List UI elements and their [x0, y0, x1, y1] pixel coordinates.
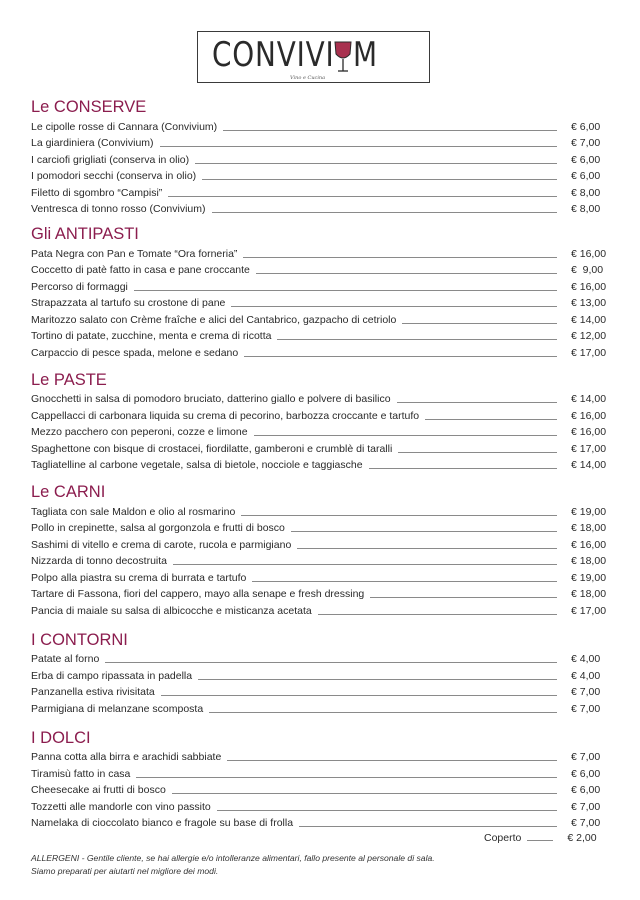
menu-item-price: € 6,00 [571, 153, 601, 166]
menu-item-name: Patate al forno [31, 653, 100, 665]
leader-line [161, 695, 557, 696]
wine-glass-icon [333, 40, 353, 74]
menu-item [31, 200, 607, 217]
menu-item-price: € 17,00 [571, 346, 607, 359]
menu-item [31, 601, 607, 618]
leader-line [105, 662, 557, 663]
menu-item-price: € 17,00 [571, 442, 607, 455]
menu-item-name: Parmigiana di melanzane scomposta [31, 702, 204, 715]
section-dolci [31, 728, 607, 831]
menu-item [31, 134, 607, 151]
menu-item [31, 814, 607, 831]
menu-item-name: Tagliatelline al carbone vegetale, salsa di bietole, nocciole e taggiasche [31, 459, 363, 471]
section-title: Le CARNI [31, 483, 106, 501]
menu-item-name: Le cipolle rosse di Cannara (Convivium) [31, 120, 218, 133]
leader-line [160, 146, 557, 147]
section-paste [31, 370, 607, 473]
coperto-row [484, 832, 608, 844]
menu-item-price: € 6,00 [571, 784, 601, 796]
logo [197, 31, 430, 83]
menu-item-name: Tartare di Fassona, fiori del cappero, mayo alla senape e fresh dressing [31, 588, 365, 600]
leader-line [397, 402, 557, 403]
leader-line [318, 614, 557, 615]
menu-item-price: € 14,00 [571, 459, 607, 471]
menu-item-price: € 18,00 [571, 588, 607, 600]
section-title: Gli ANTIPASTI [31, 225, 139, 243]
section-title: I DOLCI [31, 728, 91, 747]
menu-item [31, 117, 607, 134]
menu-item-price: € 7,00 [571, 686, 601, 698]
menu-item [31, 683, 607, 700]
menu-item [31, 406, 607, 423]
menu-item [31, 244, 607, 261]
leader-line [195, 163, 557, 164]
menu-item [31, 423, 607, 440]
leader-line [212, 212, 558, 213]
menu-item-name: Carpaccio di pesce spada, melone e sedano [31, 346, 239, 359]
section-title: Le CONSERVE [31, 98, 147, 116]
menu-item-price: € 14,00 [571, 393, 607, 405]
leader-line [244, 356, 557, 357]
menu-item-name: Tagliata con sale Maldon e olio al rosmarino [31, 505, 236, 518]
menu-item-price: € 17,00 [571, 604, 607, 617]
menu-item-name: Panna cotta alla birra e arachidi sabbiate [31, 751, 222, 763]
menu-item [31, 666, 607, 683]
menu-item [31, 167, 607, 184]
leader-line [425, 419, 557, 420]
leader-line [168, 196, 557, 197]
menu-item-name: Cappellacci di carbonara liquida su crema di pecorino, barbozza croccante e tartufo [31, 409, 420, 422]
section-conserve [31, 97, 607, 216]
section-carni [31, 482, 607, 618]
menu-item-price: € 9,00 [571, 264, 604, 276]
section-contorni [31, 630, 607, 716]
menu-item-name: Spaghettone con bisque di crostacei, fiordilatte, gamberoni e crumblè di taralli [31, 442, 393, 455]
menu-item-name: Namelaka di cioccolato bianco e fragole su base di frolla [31, 817, 294, 829]
menu-item-name: Nizzarda di tonno decostruita [31, 555, 167, 567]
menu-item-name: Sashimi di vitello e crema di carote, rucola e parmigiano [31, 538, 292, 551]
menu-item [31, 327, 607, 344]
menu-item [31, 261, 607, 278]
menu-item-price: € 16,00 [571, 426, 607, 438]
menu-item-name: Tortino di patate, zucchine, menta e crema di ricotta [31, 330, 272, 342]
allergen-notice: ALLERGENI - Gentile cliente, se hai allergie e/o intolleranze alimentari, fallo presente al personale di sala. Siamo preparati per aiutarti nel migliore dei modi. [31, 853, 435, 876]
menu-item [31, 535, 607, 552]
menu-item-name: Erba di campo ripassata in padella [31, 669, 193, 682]
menu-item-price: € 6,00 [571, 767, 601, 780]
leader-line [134, 290, 557, 291]
menu-item-price: € 19,00 [571, 571, 607, 584]
menu-item-price: € 7,00 [571, 751, 601, 763]
menu-item-name: Polpo alla piastra su crema di burrata e tartufo [31, 571, 247, 584]
leader-line [254, 435, 557, 436]
menu-item-name: Ventresca di tonno rosso (Convivium) [31, 203, 206, 215]
menu-item-price: € 16,00 [571, 247, 607, 260]
leader-line [297, 548, 557, 549]
leader-line [209, 712, 557, 713]
menu-item-price: € 4,00 [571, 669, 601, 682]
menu-item [31, 699, 607, 716]
menu-item-name: I carciofi grigliati (conserva in olio) [31, 153, 190, 166]
menu-item-name: Filetto di sgombro “Campisi” [31, 186, 163, 199]
menu-item-price: € 8,00 [571, 203, 601, 215]
leader-line [241, 515, 557, 516]
menu-item [31, 456, 607, 473]
menu-item-name: Pollo in crepinette, salsa al gorgonzola e frutti di bosco [31, 522, 285, 534]
menu-item-price: € 18,00 [571, 555, 607, 567]
menu-item-name: I pomodori secchi (conserva in olio) [31, 170, 197, 182]
leader-line [223, 130, 557, 131]
menu-item-price: € 13,00 [571, 297, 607, 309]
logo-wordmark-end: M [353, 35, 378, 75]
menu-item [31, 150, 607, 167]
leader-line [172, 793, 557, 794]
menu-item-price: € 12,00 [571, 330, 607, 342]
leader-line [227, 760, 557, 761]
menu-item-price: € 16,00 [571, 280, 607, 293]
leader-line [173, 564, 557, 565]
menu-item-price: € 8,00 [571, 186, 601, 199]
menu-item [31, 343, 607, 360]
menu-item-name: Tiramisù fatto in casa [31, 767, 131, 780]
menu-item [31, 764, 607, 781]
coperto-price: € 2,00 [567, 832, 597, 844]
menu-item-name: Mezzo pacchero con peperoni, cozze e limone [31, 426, 248, 438]
menu [31, 97, 607, 830]
menu-item [31, 568, 607, 585]
section-title: I CONTORNI [31, 630, 128, 649]
leader-line [402, 323, 557, 324]
menu-item-name: Gnocchetti in salsa di pomodoro bruciato, datterino giallo e polvere di basilico [31, 393, 391, 405]
section-title: Le PASTE [31, 370, 107, 389]
menu-item [31, 310, 607, 327]
menu-item [31, 781, 607, 798]
leader-line [370, 597, 557, 598]
menu-item-price: € 18,00 [571, 522, 607, 534]
section-antipasti [31, 224, 607, 360]
menu-item [31, 748, 607, 765]
leader-line [231, 306, 557, 307]
menu-item-price: € 7,00 [571, 800, 601, 813]
leader-line [256, 273, 557, 274]
menu-item [31, 294, 607, 311]
menu-item [31, 650, 607, 667]
menu-item-price: € 7,00 [571, 137, 601, 149]
menu-item-name: Maritozzo salato con Crème fraîche e alici del Cantabrico, gazpacho di cetriolo [31, 313, 397, 326]
menu-item [31, 183, 607, 200]
logo-wordmark: CONVIVI [212, 35, 335, 75]
leader-line [252, 581, 557, 582]
menu-item-name: Percorso di formaggi [31, 280, 128, 293]
menu-item [31, 585, 607, 602]
logo-tagline: Vino e Cucina [290, 75, 326, 81]
menu-item-price: € 7,00 [571, 817, 601, 829]
menu-item-price: € 14,00 [571, 313, 607, 326]
leader-line [527, 840, 553, 841]
leader-line [136, 777, 557, 778]
leader-line [217, 810, 557, 811]
leader-line [243, 257, 557, 258]
coperto-label: Coperto [484, 832, 522, 844]
menu-item-name: Strapazzata al tartufo su crostone di pane [31, 297, 226, 309]
menu-item-name: Tozzetti alle mandorle con vino passito [31, 800, 211, 813]
menu-item [31, 439, 607, 456]
menu-item-price: € 7,00 [571, 702, 601, 715]
menu-item-name: La giardiniera (Convivium) [31, 137, 154, 149]
leader-line [299, 826, 557, 827]
menu-item-name: Pancia di maiale su salsa di albicocche e misticanza acetata [31, 604, 312, 617]
leader-line [398, 452, 557, 453]
menu-item-price: € 16,00 [571, 538, 607, 551]
leader-line [277, 339, 557, 340]
leader-line [291, 531, 557, 532]
menu-item [31, 797, 607, 814]
leader-line [198, 679, 557, 680]
menu-item [31, 519, 607, 536]
menu-item-name: Panzanella estiva rivisitata [31, 686, 155, 698]
menu-item [31, 552, 607, 569]
menu-item [31, 277, 607, 294]
menu-item-name: Pata Negra con Pan e Tomate “Ora forneria” [31, 247, 238, 260]
menu-item-price: € 6,00 [571, 170, 601, 182]
menu-item-name: Cheesecake ai frutti di bosco [31, 784, 166, 796]
leader-line [369, 468, 557, 469]
menu-item-price: € 19,00 [571, 505, 607, 518]
menu-item-name: Coccetto di patè fatto in casa e pane croccante [31, 264, 250, 276]
menu-item [31, 502, 607, 519]
menu-item [31, 390, 607, 407]
leader-line [202, 179, 557, 180]
menu-item-price: € 6,00 [571, 120, 601, 133]
menu-item-price: € 16,00 [571, 409, 607, 422]
menu-item-price: € 4,00 [571, 653, 601, 665]
